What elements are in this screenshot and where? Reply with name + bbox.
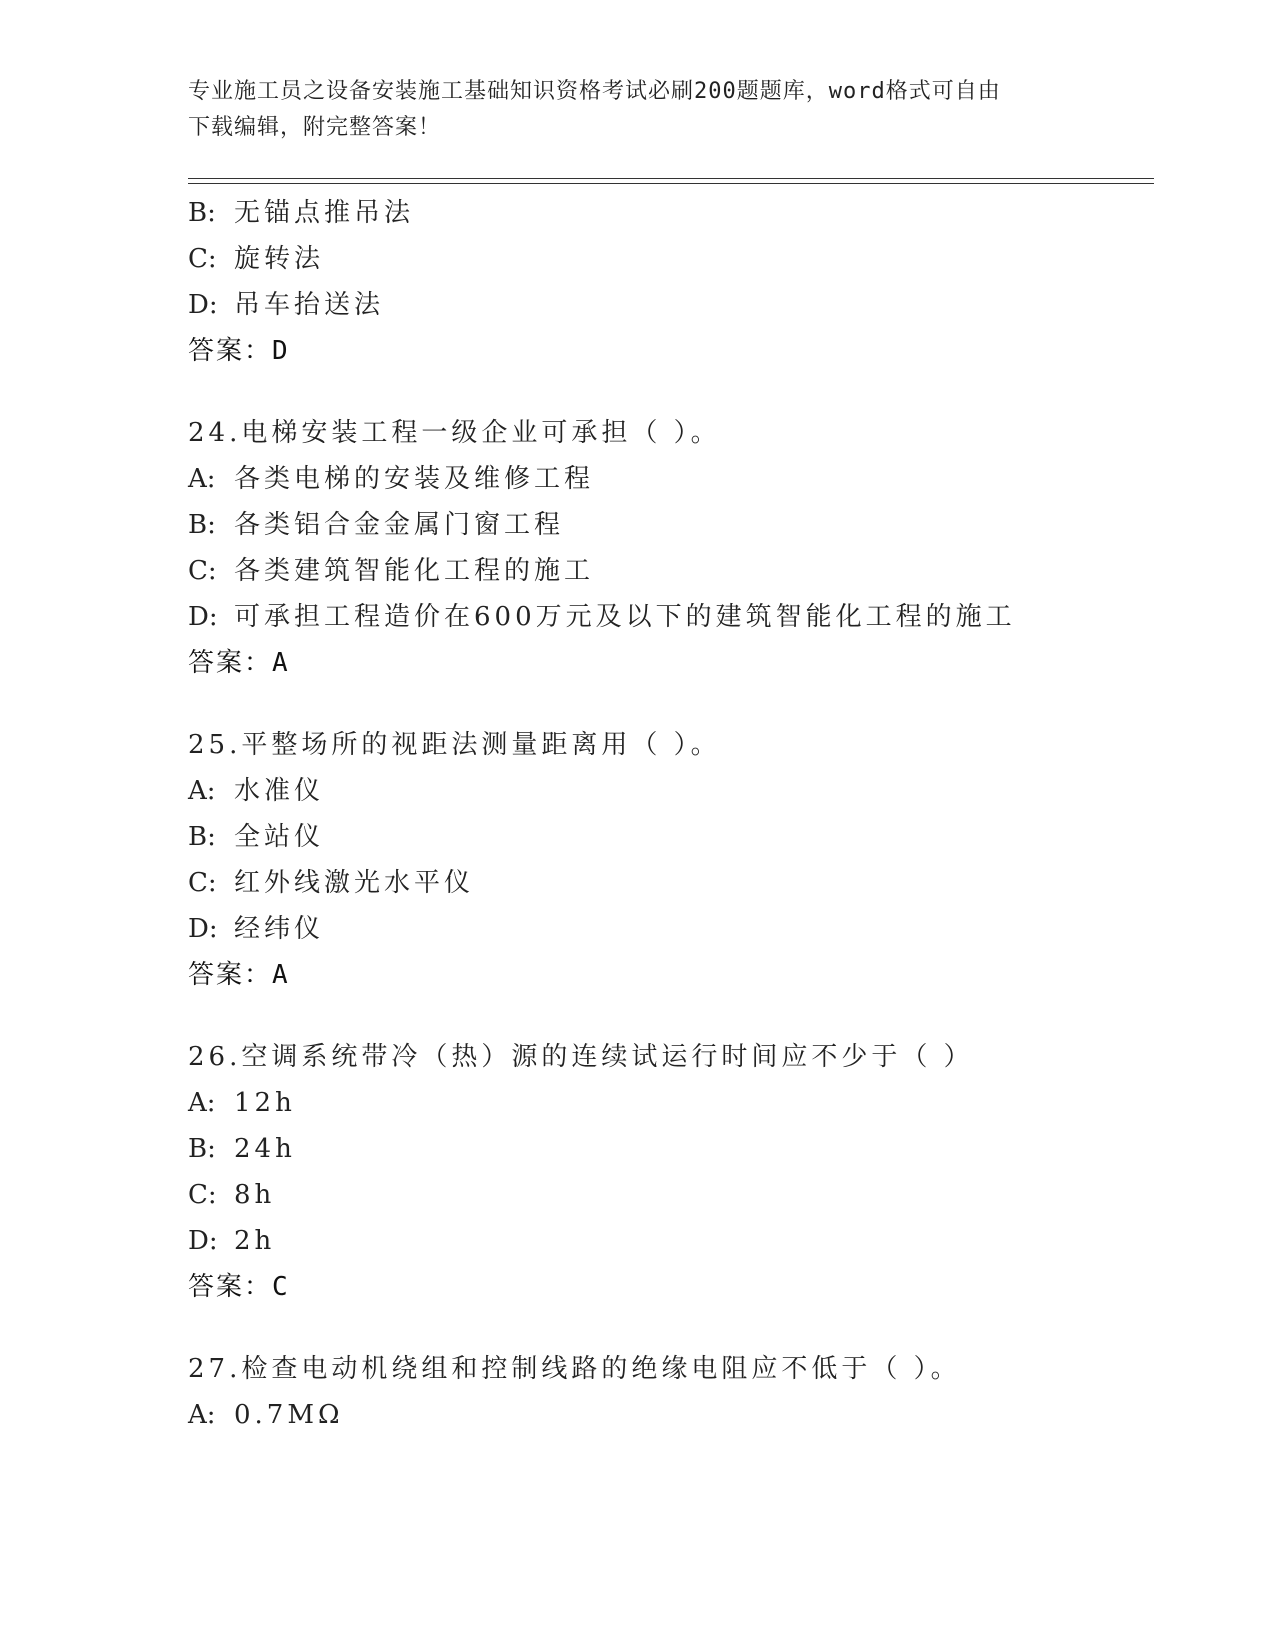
option-text: 12h [234, 1088, 296, 1118]
option-key: B: [188, 822, 216, 852]
option-key: A: [188, 776, 216, 806]
option-d [188, 1218, 1154, 1264]
option-text: 旋转法 [234, 244, 325, 274]
answer-value: C [272, 1272, 290, 1302]
option-d [188, 906, 1154, 952]
option-a [188, 1392, 1154, 1438]
option-c [188, 236, 1154, 282]
option-text: 可承担工程造价在600万元及以下的建筑智能化工程的施工 [234, 602, 1016, 632]
option-b [188, 190, 1154, 236]
question-block-24 [188, 410, 1154, 686]
question-block-23 [188, 190, 1154, 374]
document-header [188, 74, 1088, 146]
option-text: 各类电梯的安装及维修工程 [234, 464, 595, 494]
answer-line [188, 328, 1154, 374]
option-text: 各类建筑智能化工程的施工 [234, 556, 595, 586]
answer-line [188, 952, 1154, 998]
option-key: C: [188, 868, 217, 898]
option-key: B: [188, 510, 216, 540]
option-text: 24h [234, 1134, 296, 1164]
answer-value: D [272, 336, 290, 366]
option-key: D: [188, 290, 218, 320]
option-key: D: [188, 914, 218, 944]
answer-label: 答案： [188, 648, 273, 678]
question-stem: 25.平整场所的视距法测量距离用（ ）。 [188, 730, 721, 760]
option-key: C: [188, 244, 217, 274]
question-stem: 27.检查电动机绕组和控制线路的绝缘电阻应不低于（ ）。 [188, 1354, 961, 1384]
question-spacer [188, 1310, 1154, 1346]
option-key: A: [188, 1400, 216, 1430]
option-text: 0.7MΩ [234, 1400, 344, 1430]
option-a [188, 768, 1154, 814]
option-key: C: [188, 1180, 217, 1210]
option-c [188, 1172, 1154, 1218]
option-key: D: [188, 602, 218, 632]
option-c [188, 860, 1154, 906]
question-stem: 26.空调系统带冷（热）源的连续试运行时间应不少于（ ） [188, 1042, 974, 1072]
option-a [188, 1080, 1154, 1126]
option-key: A: [188, 464, 216, 494]
option-text: 经纬仪 [234, 914, 325, 944]
question-spacer [188, 374, 1154, 410]
header-divider-bottom [188, 183, 1154, 184]
option-text: 8h [234, 1180, 276, 1210]
answer-value: A [272, 648, 290, 678]
option-key: C: [188, 556, 217, 586]
question-block-25 [188, 722, 1154, 998]
option-b [188, 814, 1154, 860]
option-d [188, 594, 1154, 640]
option-text: 吊车抬送法 [234, 290, 385, 320]
answer-label: 答案： [188, 960, 273, 990]
option-text: 水准仪 [234, 776, 325, 806]
option-text: 全站仪 [234, 822, 325, 852]
question-block-27 [188, 1346, 1154, 1438]
option-d [188, 282, 1154, 328]
option-text: 各类铝合金金属门窗工程 [234, 510, 565, 540]
option-key: D: [188, 1226, 218, 1256]
option-b [188, 1126, 1154, 1172]
answer-value: A [272, 960, 290, 990]
header-divider-top [188, 178, 1154, 179]
answer-line [188, 640, 1154, 686]
option-b [188, 502, 1154, 548]
answer-label: 答案： [188, 336, 273, 366]
question-spacer [188, 998, 1154, 1034]
question-spacer [188, 686, 1154, 722]
option-text: 红外线激光水平仪 [234, 868, 475, 898]
option-text: 2h [234, 1226, 276, 1256]
option-key: B: [188, 1134, 216, 1164]
option-text: 无锚点推吊法 [234, 198, 415, 228]
option-key: B: [188, 198, 216, 228]
question-block-26 [188, 1034, 1154, 1310]
question-list [188, 190, 1154, 1438]
question-stem: 24.电梯安装工程一级企业可承担（ ）。 [188, 418, 721, 448]
option-a [188, 456, 1154, 502]
option-key: A: [188, 1088, 216, 1118]
answer-line [188, 1264, 1154, 1310]
header-title-line-2: 下载编辑，附完整答案！ [188, 115, 442, 140]
answer-label: 答案： [188, 1272, 273, 1302]
option-c [188, 548, 1154, 594]
header-title-line-1: 专业施工员之设备安装施工基础知识资格考试必刷200题题库，word格式可自由 [188, 79, 1001, 104]
